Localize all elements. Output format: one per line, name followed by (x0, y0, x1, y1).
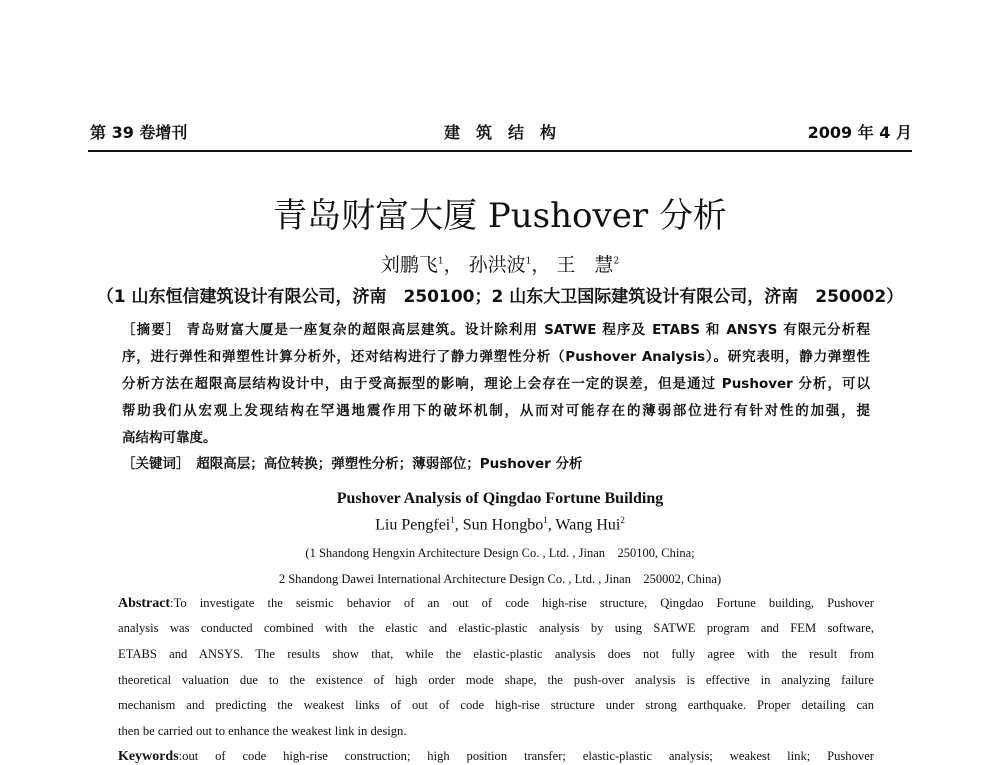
en-authors: Liu Pengfei$^1$, Sun Hongbo$^1$, Wang Hui$^2$ (375, 515, 625, 534)
en-keywords: Keywords:out of code high-rise construction; high position transfer; elastic-plastic analysis; weakest link; Pushover (118, 749, 874, 764)
cn-keywords: ［关键词］ 超限高层；高位转换；弹塑性分析；薄弱部位；Pushover 分析 (122, 456, 583, 472)
journal-volume: 第 39 卷增刊 (90, 123, 188, 142)
cn-abstract-line: 序，进行弹性和弹塑性计算分析外，还对结构进行了静力弹塑性分析（Pushover Analysis）。研究表明，静力弹塑性 (122, 349, 870, 365)
authors: 刘鹏飞$^1$， 孙洪波$^1$， 王 慧$^2$ (380, 254, 620, 276)
author: 刘鹏飞 (380, 254, 438, 276)
cn-abstract-line: 高结构可靠度。 (122, 430, 217, 446)
en-title: Pushover Analysis of Qingdao Fortune Building (336, 490, 664, 507)
en-abstract-line: ETABS and ANSYS. The results show that, while the elastic-plastic analysis does not fully agree with the result from (118, 647, 874, 661)
en-affiliation-1: (1 Shandong Hengxin Architecture Design Co. , Ltd. , Jinan 250100, China; (305, 546, 695, 560)
cn-abstract-line: 分析方法在超限高层结构设计中，由于受高振型的影响，理论上会存在一定的误差，但是通过 Pushover 分析，可以 (122, 376, 870, 392)
header-rule (88, 150, 912, 152)
author: 孙洪波 (468, 254, 526, 276)
journal-name: 建 筑 结 构 (443, 123, 556, 142)
en-abstract-line: then be carried out to enhance the weakest link in design. (118, 724, 407, 738)
en-abstract-line: analysis was conducted combined with the elastic and elastic-plastic analysis by using SATWE program and FEM software, (118, 621, 874, 635)
cn-abstract-line: ［摘要］ 青岛财富大厦是一座复杂的超限高层建筑。设计除利用 SATWE 程序及 ETABS 和 ANSYS 有限元分析程 (122, 322, 870, 338)
journal-date: 2009 年 4 月 (807, 123, 912, 142)
en-abstract-line: theoretical valuation due to the existence of high order mode shape, the push-over analysis is effective in analyzing failure (118, 673, 874, 687)
en-abstract-line: Abstract:To investigate the seismic behavior of an out of code high-rise structure, Qingdao Fortune building, Pushover (118, 596, 874, 611)
en-affiliation-2: 2 Shandong Dawei International Architecture Design Co. , Ltd. , Jinan 250002, China) (278, 572, 722, 586)
paper-title: 青岛财富大厦 Pushover 分析 (273, 196, 727, 236)
cn-abstract-line: 帮助我们从宏观上发现结构在罕遇地震作用下的破坏机制，从而对可能存在的薄弱部位进行有针对性的加强，提 (122, 403, 870, 419)
en-abstract-line: mechanism and predicting the weakest links of out of code high-rise structure under strong earthquake. Proper detailing can (118, 698, 874, 712)
author: 王 慧 (556, 254, 614, 276)
affiliation: （1 山东恒信建筑设计有限公司，济南 250100；2 山东大卫国际建筑设计有限公司，济南 250002） (96, 287, 904, 307)
